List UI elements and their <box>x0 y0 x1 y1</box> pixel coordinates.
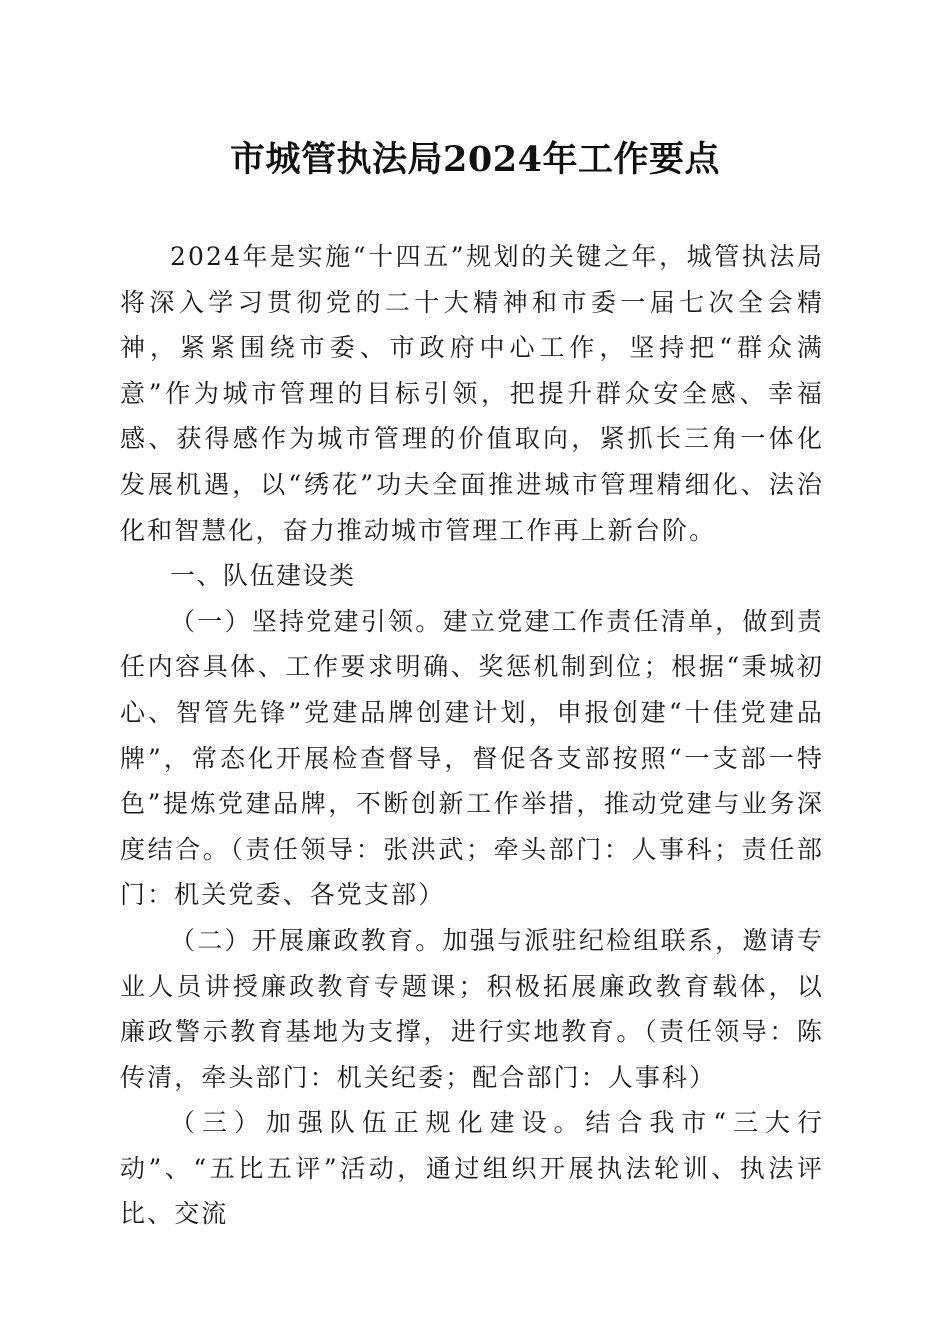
item-text: 建立党建工作责任清单，做到责任内容具体、工作要求明确、奖惩机制到位；根据“秉城初心、智管先锋”党建品牌创建计划，申报创建“十佳党建品牌”，常态化开展检查督导，督促各支部按照“一支部一特色”提炼党建品牌，不断创新工作举措，推动党建与业务深度结合。 <box>120 606 824 864</box>
item-responsibility-note: （责任领导：陈传清，牵头部门：机关纪委；配合部门：人事科） <box>120 1017 825 1092</box>
item-paragraph-1 <box>120 599 824 918</box>
item-paragraph-2 <box>120 918 824 1100</box>
item-heading: （一）坚持党建引领。 <box>170 606 443 636</box>
item-responsibility-note: （责任领导：张洪武；牵头部门：人事科；责任部门：机关党委、各党支部） <box>120 834 825 910</box>
section-heading: 一、队伍建设类 <box>170 561 356 591</box>
item-paragraph-3 <box>120 1100 824 1237</box>
item-text: 加强与派驻纪检组联系，邀请专业人员讲授廉政教育专题课；积极拓展廉政教育载体，以廉政警示教育基地为支撑，进行实地教育。 <box>120 925 824 1047</box>
item-heading: （二）开展廉政教育。 <box>170 925 443 955</box>
item-heading: （三）加强队伍正规化建设。 <box>170 1108 586 1138</box>
document-body <box>120 234 824 1237</box>
item-text: 结合我市“三大行动”、“五比五评”活动，通过组织开展执法轮训、执法评比、交流 <box>120 1108 824 1229</box>
intro-paragraph: 2024年是实施“十四五”规划的关键之年，城管执法局将深入学习贯彻党的二十大精神和市委一届七次全会精神，紧紧围绕市委、市政府中心工作，坚持把“群众满意”作为城市管理的目标引领，把提升群众安全感、幸福感、获得感作为城市管理的价值取向，紧抓长三角一体化发展机遇，以“绣花”功夫全面推进城市管理精细化、法治化和智慧化，奋力推动城市管理工作再上新台阶。 <box>120 242 824 545</box>
document-title: 市城管执法局2024年工作要点 <box>230 139 720 180</box>
